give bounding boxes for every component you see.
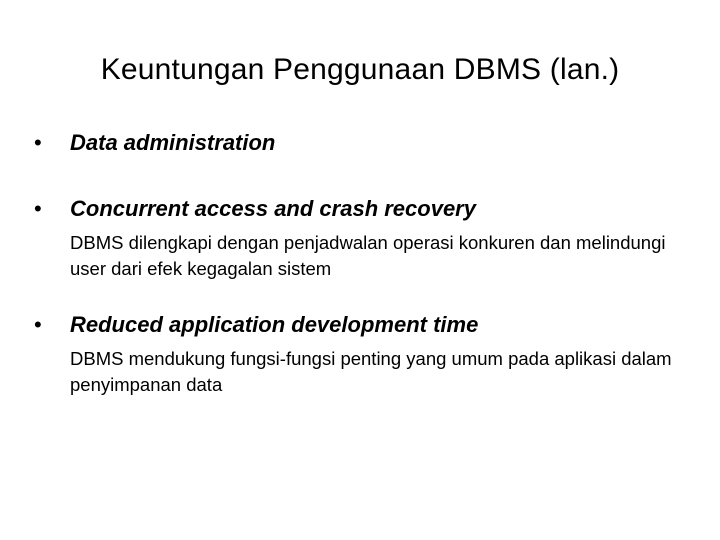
bullet-detail: DBMS mendukung fungsi-fungsi penting yang umum pada aplikasi dalam penyimpanan data — [70, 348, 672, 395]
bullet-item-data-administration — [34, 126, 694, 160]
slide-title: Keuntungan Penggunaan DBMS (lan.) — [100, 53, 620, 86]
bullet-heading: Concurrent access and crash recovery — [70, 196, 476, 221]
bullet-list — [34, 126, 694, 398]
bullet-detail: DBMS dilengkapi dengan penjadwalan operasi konkuren dan melindungi user dari efek kegagalan sistem — [70, 232, 666, 279]
bullet-dot-icon: • — [34, 196, 42, 221]
bullet-item-concurrent-access — [34, 192, 694, 282]
bullet-heading: Data administration — [70, 130, 276, 155]
bullet-heading: Reduced application development time — [70, 312, 479, 337]
bullet-dot-icon: • — [34, 130, 42, 155]
bullet-item-reduced-development-time — [34, 308, 694, 398]
bullet-dot-icon: • — [34, 312, 42, 337]
